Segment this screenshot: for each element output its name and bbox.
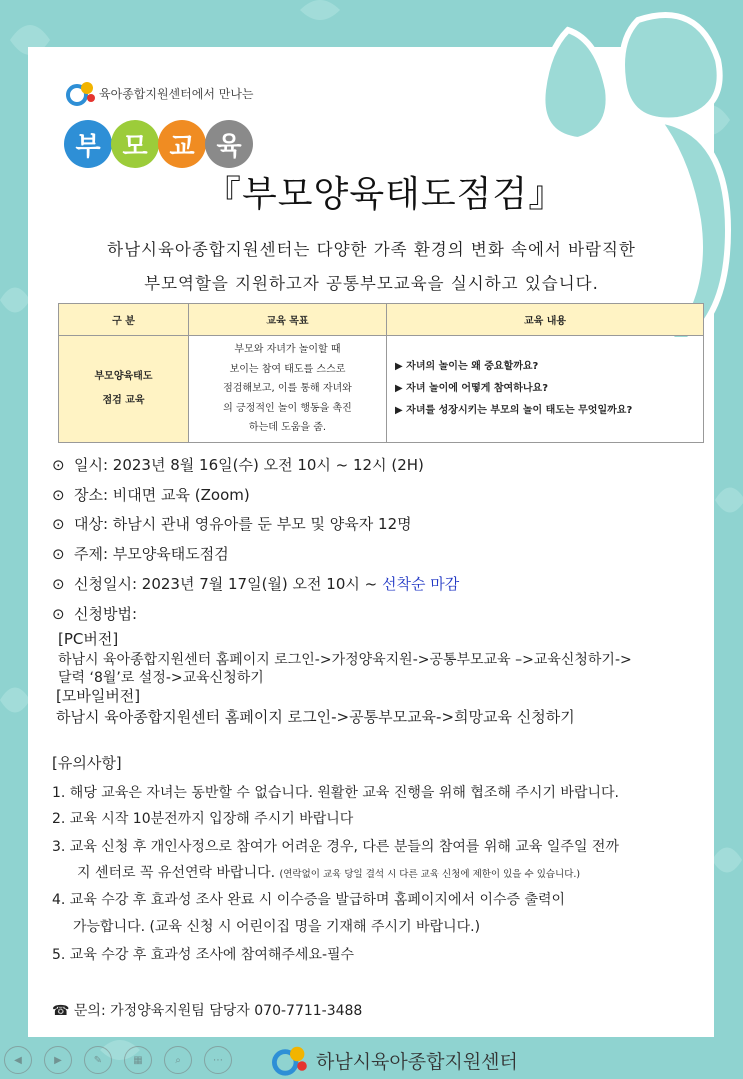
mobile-line: 하남시 육아종합지원센터 홈페이지 로그인->공통부모교육->희망교육 신청하기: [56, 708, 575, 726]
prev-icon[interactable]: ◀: [4, 1046, 32, 1074]
detail-method: [52, 603, 137, 624]
footer-brand: [268, 1042, 518, 1078]
more-icon[interactable]: ⋯: [204, 1046, 232, 1074]
badge-gyo: 교: [158, 120, 206, 168]
bullet-icon: ⊙: [52, 486, 65, 504]
goal-line: 부모와 자녀가 놀이할 때: [234, 344, 341, 355]
content-item: ▶ 자녀 놀이에 어떻게 참여하나요?: [395, 382, 548, 394]
note-3-small: (연락없이 교육 당일 결석 시 다른 교육 신청에 제한이 있을 수 있습니다.): [279, 869, 581, 880]
note-5: 5. 교육 수강 후 효과성 조사에 참여해주세요-필수: [52, 947, 355, 963]
goal-line: 보이는 참여 태도를 스스로: [229, 363, 346, 375]
subject-cell: [59, 336, 189, 443]
detail-place: [52, 484, 250, 505]
content-item: ▶ 자녀의 놀이는 왜 중요할까요?: [395, 360, 539, 372]
intro-line-1: 하남시육아종합지원센터는 다양한 가족 환경의 변화 속에서 바람직한: [107, 240, 636, 259]
contact-line: [52, 1000, 362, 1020]
bullet-icon: ⊙: [52, 515, 65, 533]
center-logo-icon: [65, 78, 97, 108]
goal-line: 하는데 도움을 줌.: [248, 422, 327, 433]
badge-mo: 모: [111, 120, 159, 168]
detail-topic: [52, 543, 229, 564]
bullet-icon: ⊙: [52, 545, 65, 563]
note-1: 1. 해당 교육은 자녀는 동반할 수 없습니다. 원활한 교육 진행을 위해 협조해 주시기 바랍니다.: [52, 785, 619, 801]
note-4-line-2: 가능합니다. (교육 신청 시 어린이집 명을 기재해 주시기 바랍니다.): [73, 919, 481, 935]
subject-line: 부모양육태도: [94, 370, 153, 382]
note-2: 2. 교육 시작 10분전까지 입장해 주시기 바랍니다: [52, 811, 354, 827]
badge-yuk: 육: [205, 120, 253, 168]
goal-line: 의 긍정적인 놀이 행동을 촉진: [223, 402, 352, 414]
brand-header: [65, 78, 254, 108]
contact-text: 문의: 가정양육지원팀 담당자 070-7711-3488: [73, 1003, 363, 1019]
target-text: 대상: 하남시 관내 영유아를 둔 부모 및 양육자 12명: [74, 515, 412, 533]
note-3-text: 지 센터로 꼭 유선연락 바랍니다.: [77, 865, 280, 881]
bullet-icon: ⊙: [52, 605, 65, 623]
topic-text: 주제: 부모양육태도점검: [74, 545, 229, 563]
pc-label: [PC버전]: [58, 630, 119, 648]
education-table: [58, 303, 704, 443]
header-content: 교육 내용: [387, 304, 704, 336]
place-text: 장소: 비대면 교육 (Zoom): [74, 486, 250, 504]
notes-heading: [유의사항]: [52, 754, 122, 772]
zoom-icon[interactable]: ⌕: [164, 1046, 192, 1074]
note-3-line-1: 3. 교육 신청 후 개인사정으로 참여가 어려운 경우, 다른 분들의 참여를 위해 교육 일주일 전까: [52, 839, 619, 855]
detail-target: [52, 513, 412, 534]
pen-icon[interactable]: ✎: [84, 1046, 112, 1074]
detail-date: [52, 454, 424, 475]
intro-line-2: 부모역할을 지원하고자 공통부모교육을 실시하고 있습니다.: [144, 274, 599, 293]
first-come-note: 선착순 마감: [382, 575, 460, 593]
apply-date-text: 신청일시: 2023년 7월 17일(월) 오전 10시 ~: [74, 575, 382, 593]
grid-icon[interactable]: ▦: [124, 1046, 152, 1074]
goal-cell: [189, 336, 387, 443]
note-4-line-1: 4. 교육 수강 후 효과성 조사 완료 시 이수증을 발급하며 홈페이지에서 이수증 출력이: [52, 892, 566, 908]
content-item: ▶ 자녀를 성장시키는 부모의 놀이 태도는 무엇일까요?: [395, 404, 633, 416]
method-text: 신청방법:: [74, 605, 138, 623]
header-goal: 교육 목표: [189, 304, 387, 336]
table-header-row: [59, 304, 704, 336]
subject-line: 점검 교육: [102, 394, 145, 406]
brand-tagline: 육아종합지원센터에서 만나는: [99, 86, 254, 101]
pc-line-2: 달력 ‘8월’로 설정->교육신청하기: [58, 670, 264, 686]
bullet-icon: ⊙: [52, 456, 65, 474]
bullet-icon: ⊙: [52, 575, 65, 593]
badge-bu: 부: [64, 120, 112, 168]
next-icon[interactable]: ▶: [44, 1046, 72, 1074]
date-text: 일시: 2023년 8월 16일(수) 오전 10시 ~ 12시 (2H): [74, 456, 424, 474]
detail-apply-date: [52, 573, 459, 594]
table-row: [59, 336, 704, 443]
badge-row: [64, 120, 252, 168]
page-title: 『부모양육태도점검』: [205, 174, 566, 215]
header-category: 구 분: [59, 304, 189, 336]
content-cell: [387, 336, 704, 443]
phone-icon: ☎: [52, 1003, 70, 1019]
footer-org-name: 하남시육아종합지원센터: [316, 1050, 518, 1073]
note-3-line-2: [77, 862, 580, 882]
mobile-label: [모바일버전]: [56, 687, 141, 705]
pc-line-1: 하남시 육아종합지원센터 홈페이지 로그인->가정양육지원->공통부모교육 –>교육신청하기->: [58, 652, 632, 668]
viewer-controls: [4, 1046, 244, 1074]
goal-line: 점검해보고, 이를 통해 자녀와: [223, 383, 352, 394]
center-logo-icon: [268, 1042, 312, 1078]
